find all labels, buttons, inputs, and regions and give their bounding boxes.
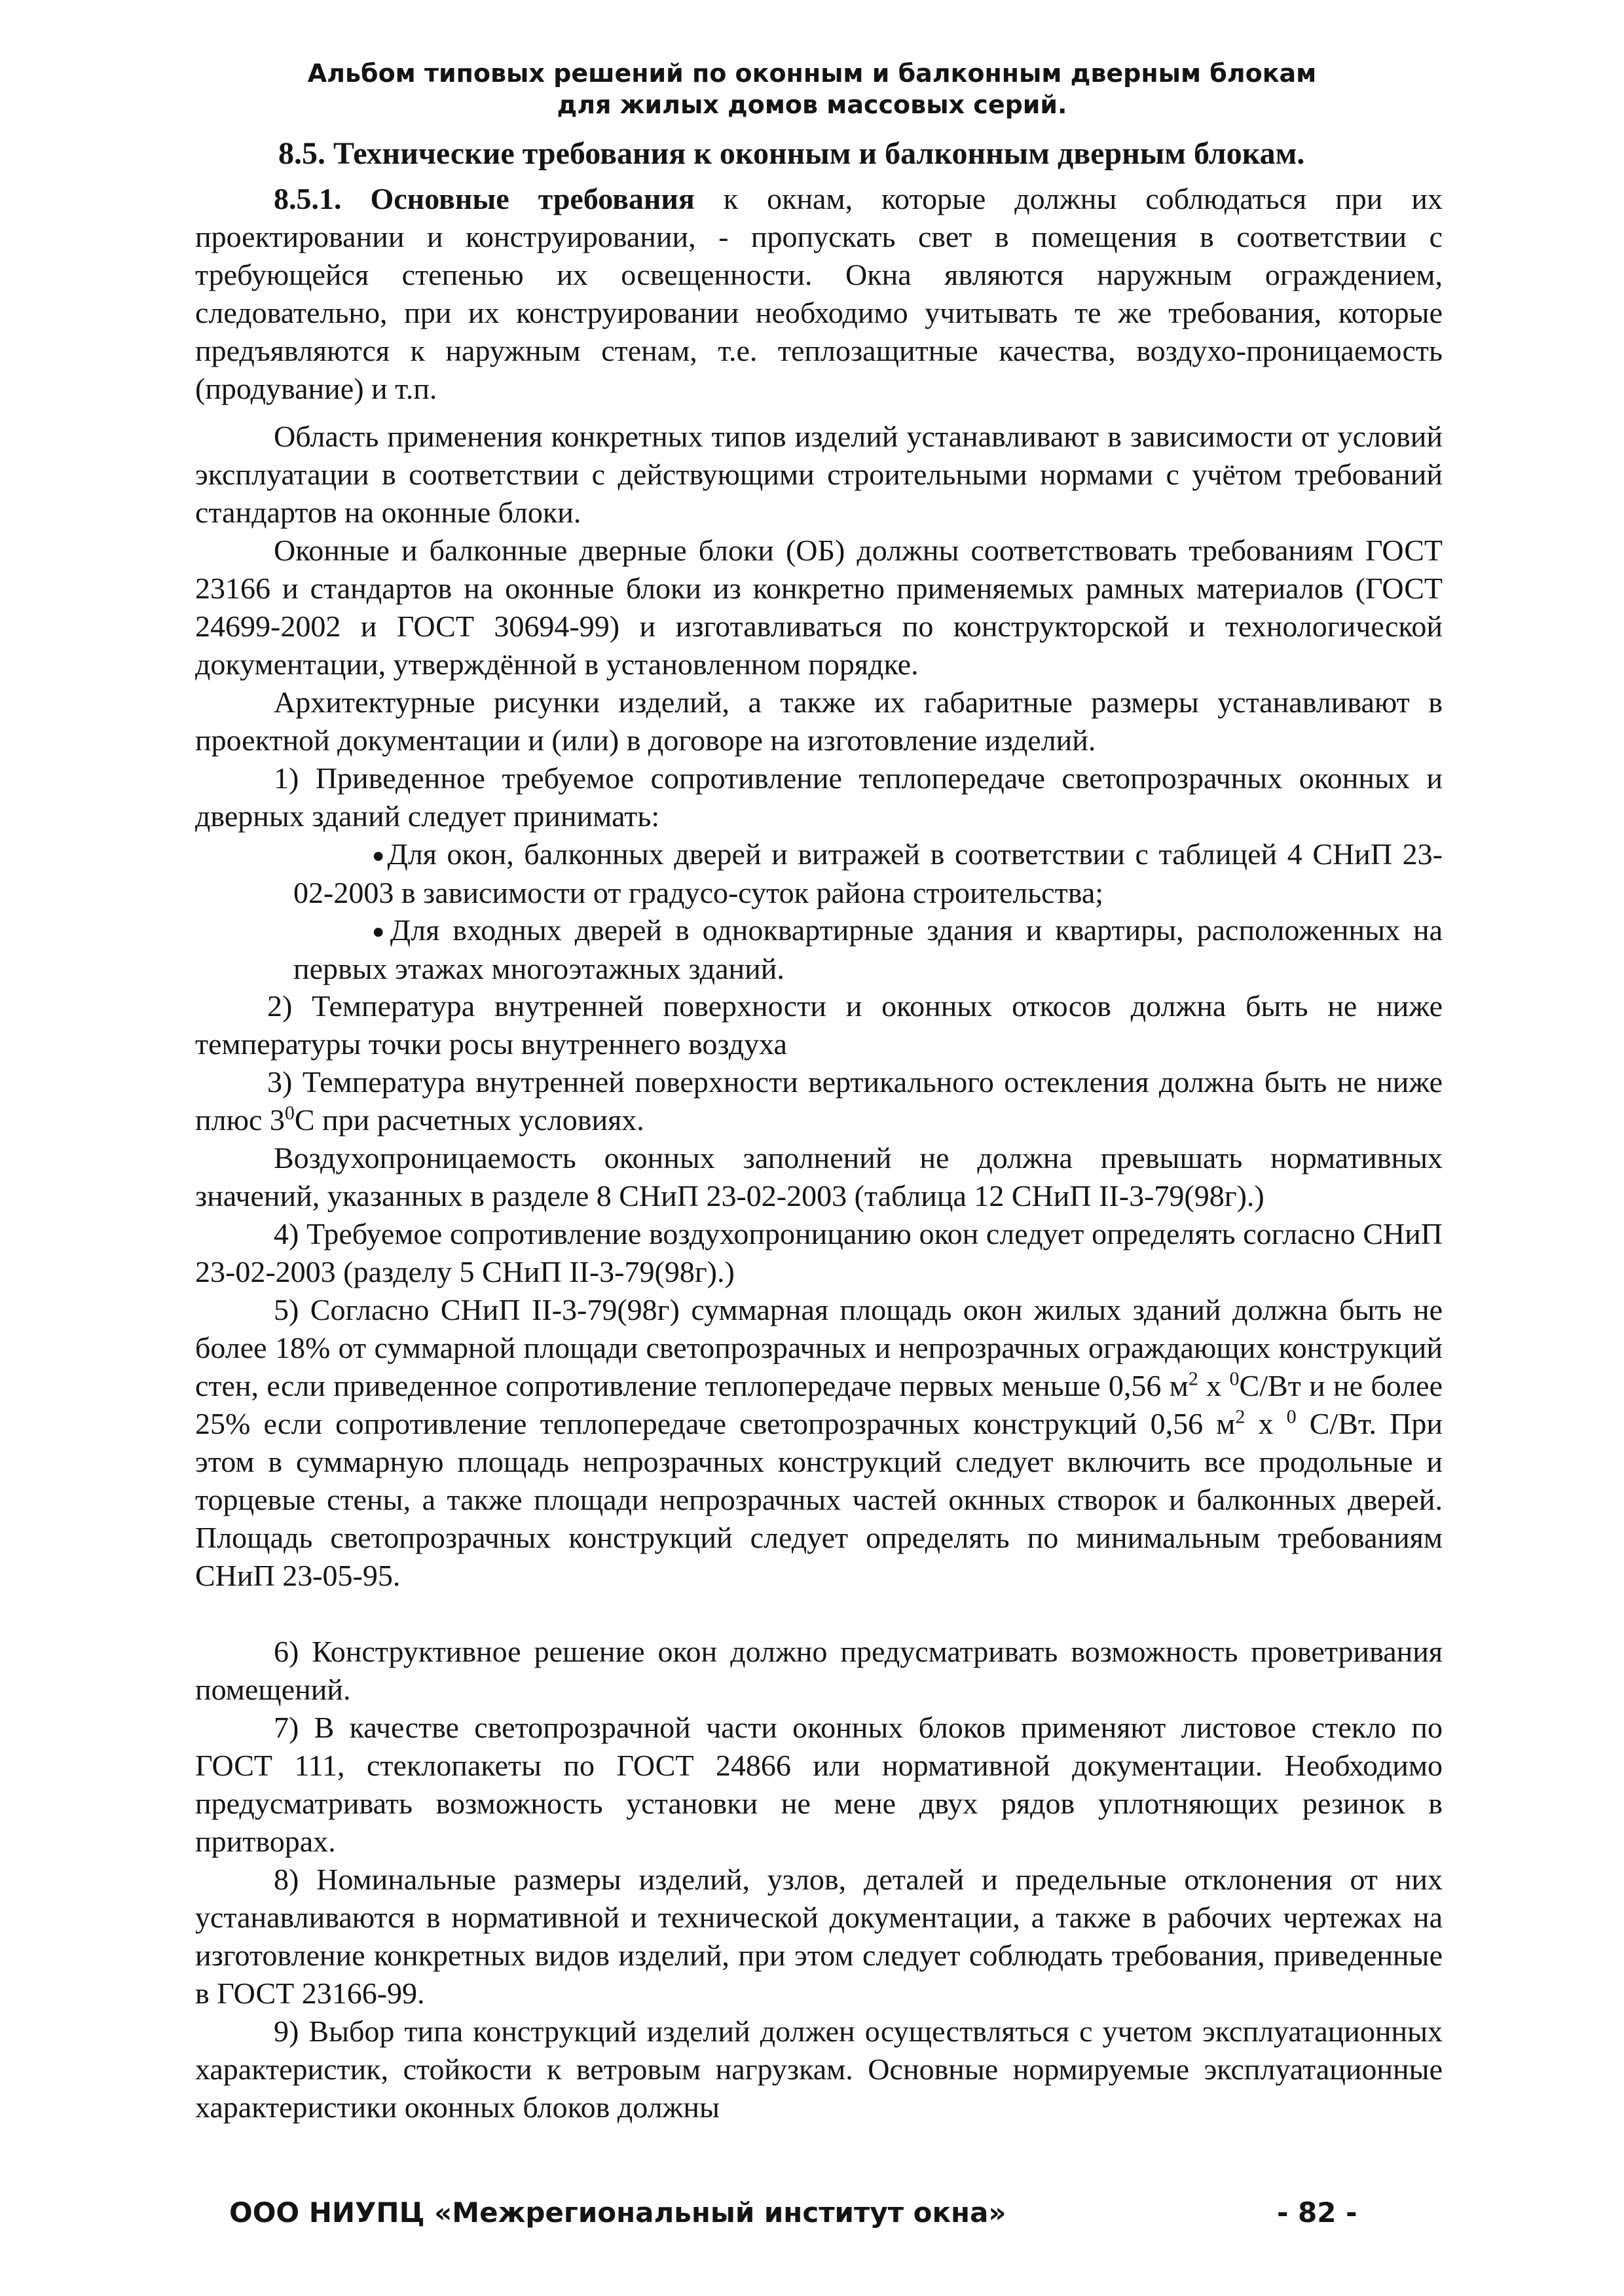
superscript: 0	[1229, 1368, 1240, 1390]
bullet-item-2	[293, 911, 1443, 988]
list-item-2: 2) Температура внутренней поверхности и оконных откосов должна быть не ниже температуры точки росы внутреннего воздуха	[195, 989, 1443, 1061]
bullet-text: Для входных дверей в одноквартирные здания и квартиры, расположенных на первых этажах многоэтажных зданий.	[293, 913, 1443, 985]
item-text: х	[1245, 1407, 1287, 1440]
bullet-text: Для окон, балконных дверей и витражей в соответствии с таблицей 4 СНиП 23-02-2003 в зависимости от градусо-суток района строительства;	[293, 837, 1443, 909]
paragraph-8-5-1	[195, 180, 1443, 408]
paragraph-text: к окнам, которые должны соблюдаться при их проектировании и конструировании, - пропускать свет в помещения в соответствии с требующейся степенью их освещенности. Окна являются наружным ограждением, следовательно, при их конструировании необходимо учитывать те же требования, которые предъявляются к наружным стенам, т.е. теплозащитные качества, воздухо-проницаемость (продувание) и т.п.	[195, 182, 1443, 405]
list-item-7: 7) В качестве светопрозрачной части оконных блоков применяют листовое стекло по ГОСТ 111, стеклопакеты по ГОСТ 24866 или нормативной документации. Необходимо предусматривать возможность установки не мене двух рядов уплотняющих резинок в притворах.	[195, 1711, 1443, 1858]
page-footer	[229, 2196, 1408, 2236]
page-number: - 82 -	[1277, 2196, 1357, 2229]
superscript: 2	[1188, 1368, 1198, 1390]
item-text: С/Вт и не более 25% если сопротивление теплопередаче светопрозрачных конструкций 0,56 м	[195, 1369, 1443, 1440]
running-header	[196, 58, 1428, 120]
item-text: х	[1198, 1369, 1230, 1402]
bullet-item-1	[293, 835, 1443, 912]
superscript: 0	[1286, 1406, 1297, 1428]
header-line-2: для жилых домов массовых серий.	[557, 90, 1067, 119]
list-item-1: 1) Приведенное требуемое сопротивление теплопередаче светопрозрачных оконных и дверных зданий следует принимать:	[195, 761, 1443, 833]
item-text: 3) Температура внутренней поверхности вертикального остекления должна быть не ниже плюс 3	[195, 1065, 1443, 1137]
item-text: С/Вт. При этом в суммарную площадь непрозрачных конструкций следует включить все продольные и торцевые стены, а также площади непрозрачных частей окнных створок и балконных дверей. Площадь светопрозрачных конструкций следует определять по минимальным требованиям СНиП 23-05-95.	[195, 1407, 1443, 1592]
list-item-8: 8) Номинальные размеры изделий, узлов, деталей и предельные отклонения от них устанавливаются в нормативной и технической документации, а также в рабочих чертежах на изготовление конкретных видов изделий, при этом следует соблюдать требования, приведенные в ГОСТ 23166-99.	[195, 1863, 1443, 2010]
bullet-icon: ●	[372, 919, 390, 943]
header-line-1: Альбом типовых решений по оконным и балконным дверным блокам	[307, 59, 1317, 88]
paragraph-architecture: Архитектурные рисунки изделий, а также их габаритные размеры устанавливают в проектной документации и (или) в договоре на изготовление изделий.	[195, 685, 1443, 757]
degree-superscript: 0	[284, 1102, 295, 1124]
item-text: С при расчетных условиях.	[294, 1103, 644, 1137]
list-item-3	[195, 1063, 1443, 1139]
section-title: 8.5. Технические требования к оконным и балконным дверным блокам.	[278, 136, 1305, 171]
bullet-icon: ●	[372, 843, 388, 867]
paragraph-requirements: Оконные и балконные дверные блоки (ОБ) должны соответствовать требованиям ГОСТ 23166 и стандартов на оконные блоки из конкретно применяемых рамных материалов (ГОСТ 24699-2002 и ГОСТ 30694-99) и изготавливаться по конструкторской и технологической документации, утверждённой в установленном порядке.	[195, 534, 1443, 681]
paragraph-lead: 8.5.1. Основные требования	[274, 182, 695, 215]
list-item-9: 9) Выбор типа конструкций изделий должен осуществляться с учетом эксплуатационных характеристик, стойкости к ветровым нагрузкам. Основные нормируемые эксплуатационные характеристики оконных блоков должны	[195, 2014, 1443, 2124]
paragraph-air-permeability: Воздухопроницаемость оконных заполнений не должна превышать нормативных значений, указанных в разделе 8 СНиП 23-02-2003 (таблица 12 СНиП II-3-79(98г).)	[195, 1141, 1443, 1212]
superscript: 2	[1235, 1406, 1246, 1428]
list-item-4: 4) Требуемое сопротивление воздухопроницанию окон следует определять согласно СНиП 23-02-2003 (разделу 5 СНиП II-3-79(98г).)	[195, 1217, 1443, 1288]
footer-organization: ООО НИУПЦ «Межрегиональный институт окна»	[229, 2196, 1006, 2229]
list-item-5	[195, 1291, 1443, 1595]
list-item-6: 6) Конструктивное решение окон должно предусматривать возможность проветривания помещений.	[195, 1635, 1443, 1706]
item-text: 5) Согласно СНиП II-3-79(98г) суммарная площадь окон жилых зданий должна быть не более 18% от суммарной площади светопрозрачных и непрозрачных ограждающих конструкций стен, если приведенное сопротивление теплопередаче первых меньше 0,56 м	[195, 1293, 1443, 1402]
paragraph-scope: Область применения конкретных типов изделий устанавливают в зависимости от условий эксплуатации в соответствии с действующими строительными нормами с учётом требований стандартов на оконные блоки.	[195, 420, 1443, 529]
